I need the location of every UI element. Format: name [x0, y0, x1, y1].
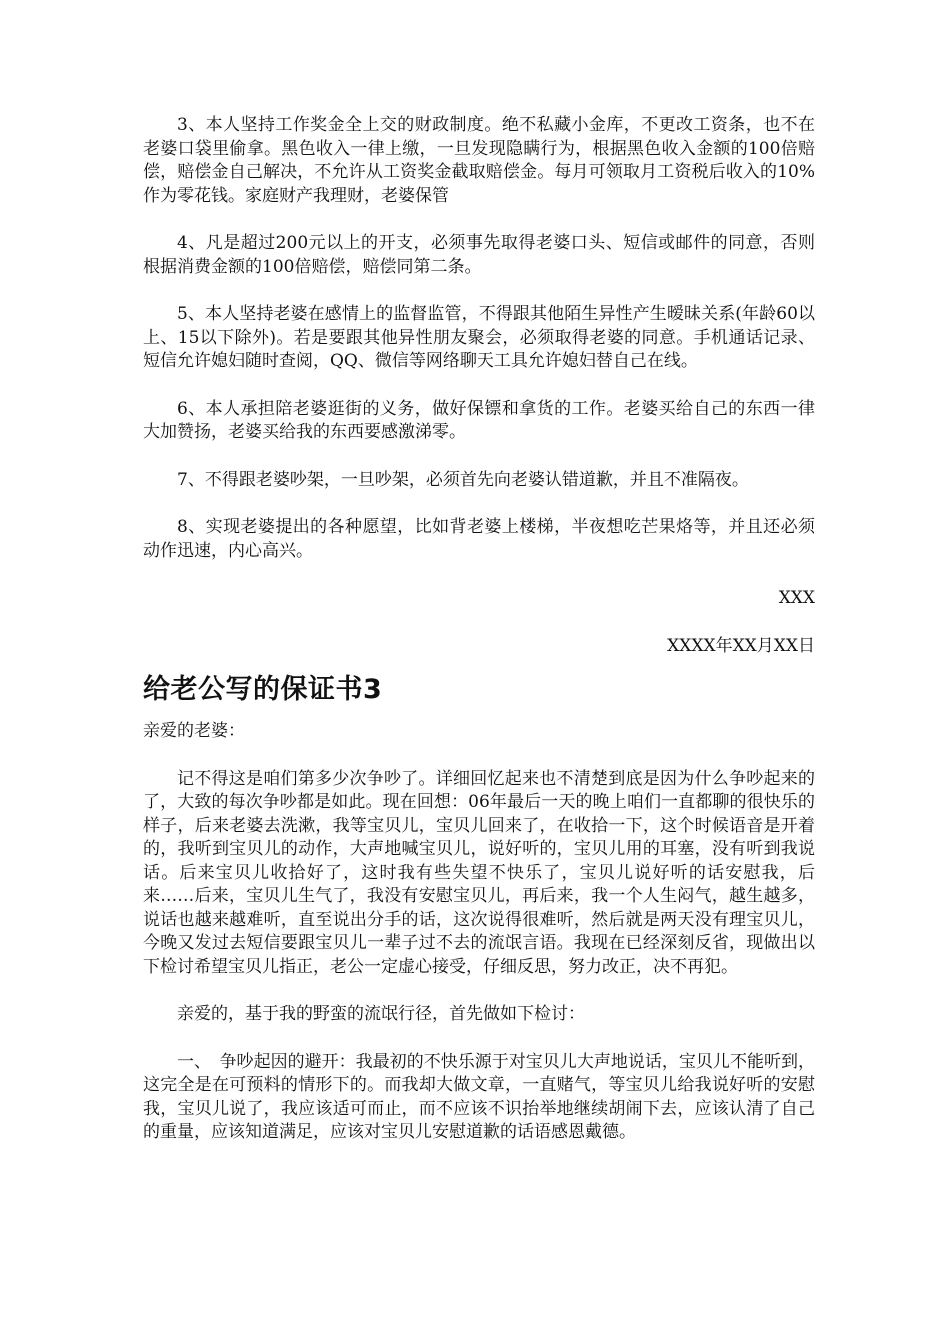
signature: XXX: [778, 588, 815, 608]
salutation: 亲爱的老婆：: [143, 721, 245, 741]
section-heading: 给老公写的保证书3: [143, 674, 383, 705]
body-paragraph-1: 记不得这是咱们第多少次争吵了。详细回忆起来也不清楚到底是因为什么争吵起来的了，大致的每次争吵都是如此。现在回想：06年最后一天的晚上咱们一直都聊的很快乐的样子，后来老婆去洗漱，我等宝贝儿，宝贝儿回来了，在收拾一下，这个时候语音是开着的，我听到宝贝儿的动作，大声地喊宝贝儿，说好听的，宝贝儿用的耳塞，没有听到我说话。后来宝贝儿收拾好了，这时我有些失望不快乐了，宝贝儿说好听的话安慰我，后来……后来，宝贝儿生气了，我没有安慰宝贝儿，再后来，我一个人生闷气，越生越多，说话也越来越难听，直至说出分手的话，这次说得很难听，然后就是两天没有理宝贝儿，今晚又发过去短信要跟宝贝儿一辈子过不去的流氓言语。我现在已经深刻反省，现做出以下检讨希望宝贝儿指正，老公一定虚心接受，仔细反思，努力改正，决不再犯。: [143, 768, 815, 977]
body-paragraph-3: 一、 争吵起因的避开：我最初的不快乐源于对宝贝儿大声地说话，宝贝儿不能听到，这完全是在可预料的情形下的。而我却大做文章，一直赌气，等宝贝儿给我说好听的安慰我，宝贝儿说了，我应该适可而止，而不应该不识抬举地继续胡闹下去，应该认清了自己的重量，应该知道满足，应该对宝贝儿安慰道歉的话语感恩戴德。: [143, 1051, 815, 1142]
body-paragraph-2: 亲爱的，基于我的野蛮的流氓行径，首先做如下检讨：: [177, 1004, 585, 1024]
clause-8: 8、实现老婆提出的各种愿望，比如背老婆上楼梯，半夜想吃芒果烙等，并且还必须动作迅速，内心高兴。: [143, 517, 815, 561]
clause-3: 3、本人坚持工作奖金全上交的财政制度。绝不私藏小金库，不更改工资条，也不在老婆口袋里偷拿。黑色收入一律上缴，一旦发现隐瞒行为，根据黑色收入金额的100倍赔偿，赔偿金自己解决，不允许从工资奖金截取赔偿金。每月可领取月工资税后收入的10%作为零花钱。家庭财产我理财，老婆保管: [143, 115, 815, 206]
clause-6: 6、本人承担陪老婆逛街的义务，做好保镖和拿货的工作。老婆买给自己的东西一律大加赞扬，老婆买给我的东西要感激涕零。: [143, 398, 815, 442]
clause-7: 7、不得跟老婆吵架，一旦吵架，必须首先向老婆认错道歉，并且不准隔夜。: [177, 469, 749, 490]
clause-4: 4、凡是超过200元以上的开支，必须事先取得老婆口头、短信或邮件的同意，否则根据消费金额的100倍赔偿，赔偿同第二条。: [143, 233, 815, 277]
date-line: XXXX年XX月XX日: [667, 635, 815, 656]
clause-5: 5、本人坚持老婆在感情上的监督监管，不得跟其他陌生异性产生暧昧关系(年龄60以上、15以下除外)。若是要跟其他异性朋友聚会，必须取得老婆的同意。手机通话记录、短信允许媳妇随时查阅，QQ、微信等网络聊天工具允许媳妇替自己在线。: [143, 304, 815, 371]
document-page: [143, 114, 815, 1145]
